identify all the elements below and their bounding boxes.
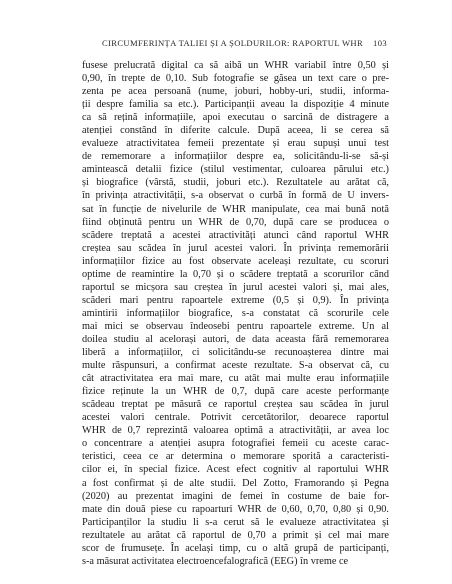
body-paragraph	[82, 59, 389, 568]
text-line: teristici, ceea ce ar determina o memorare sporită a caracteristi-	[82, 451, 389, 463]
text-line: amintirii informațiilor biografice, s-a constatat că scorurile cele	[82, 307, 389, 319]
chapter-title: CIRCUMFERINȚA TALIEI ȘI A ȘOLDURILOR: RAPORTUL WHR	[101, 38, 364, 48]
text-line: scor de frumusețe. În același timp, cu o altă grupă de participanți,	[82, 542, 389, 554]
text-line: acestei valori centrale. Potrivit cercetătorilor, deoarece raportul	[82, 412, 389, 424]
text-line: evalueze atractivitatea femeii prezentate și erau supuși unui test	[82, 138, 389, 150]
text-line: o concentrare a atenției asupra fotografiei femeii cu aceste carac-	[82, 438, 389, 450]
text-line: fusese prelucrată digital ca să aibă un WHR variabil între 0,50 și	[82, 60, 389, 71]
text-line: cilor ei, în special fizice. Acest efect cognitiv al raportului WHR	[82, 464, 389, 476]
text-line: mate din două piese cu rapoarturi WHR de 0,60, 0,70, 0,80 și 0,90.	[82, 503, 389, 515]
page-number: 103	[373, 38, 387, 48]
text-line: și biografice (vârstă, studii, joburi etc.). Rezultatele au arătat că,	[82, 177, 389, 189]
text-line: scăderi mari pentru rapoartele extreme (0,5 și 0,9). În privința	[82, 294, 389, 306]
text-line: fiind obținută pentru un WHR de 0,70, după care se producea o	[82, 216, 389, 228]
text-line: ca să rețină informațiile, apoi executau o sarcină de distragere a	[82, 112, 389, 124]
text-line: sat în funcție de nivelurile de WHR manipulate, cea mai bună notă	[82, 203, 389, 215]
text-line: scădere treptată a acestei atractivități atunci când raportul WHR	[82, 229, 389, 241]
text-line: de rememorare a informațiilor despre ea, solicitându-li-se să-și	[82, 151, 389, 163]
text-line: mai mici se observau îndeosebi pentru rapoartele extreme. Un al	[82, 320, 389, 332]
text-line: rezultatele au arătat că raportul de 0,70 a primit și cel mai mare	[82, 529, 389, 541]
text-line: ții despre familia sa etc.). Participanții aveau la dispoziție 4 minute	[82, 99, 389, 111]
text-line: (2020) au prezentat imagini de femei în costume de baie for-	[82, 490, 389, 502]
text-line: 0,90, în trepte de 0,10. Sub fotografie se găsea un text care o pre-	[82, 73, 389, 85]
text-line: creștea sau scădea în jurul acestei valori. În privința rememorării	[82, 242, 389, 254]
text-line: cât atractivitatea era mai mare, cu atât mai multe erau informațiile	[82, 373, 389, 385]
text-line: doilea studiu al acelorași autori, de data aceasta fără rememorarea	[82, 333, 389, 345]
text-line: WHR de 0,7 reprezintă valoarea optimă a atractivității, ar avea loc	[82, 425, 389, 437]
text-line: optime de reamintire la 0,70 și o scădere treptată a scorurilor când	[82, 268, 389, 280]
text-line: în privința atractivității, s-a observat o curbă în formă de U invers-	[82, 190, 389, 202]
text-line: s-a măsurat activitatea electroencefalografică (EEG) în vreme ce	[82, 555, 349, 567]
text-line: amintească detalii fizice (stilul vestimentar, culoarea părului etc.)	[82, 164, 389, 176]
text-line: atenției constând în diferite calcule. După aceea, li se cerea să	[82, 125, 389, 137]
text-line: raportul se micșora sau creștea în jurul acestei valori și, mai ales,	[82, 281, 389, 293]
text-line: zenta pe acea persoană (nume, joburi, hobby-uri, studii, informa-	[82, 86, 389, 98]
text-line: a fost confirmat și de alte studii. Del Zotto, Framorando și Pegna	[82, 477, 389, 489]
text-line: fizice reținute la un WHR de 0,7, după care aceste performanțe	[82, 386, 389, 398]
text-line: Participanților la studiu li s-a cerut să le evalueze atractivitatea și	[82, 516, 389, 528]
text-line: scădeau treptat pe măsură ce raportul creștea sau scădea în jurul	[82, 399, 389, 411]
text-line: informațiilor fizice au fost observate aceleași rezultate, cu scoruri	[82, 255, 389, 267]
text-line: liberă a informațiilor, ci solicitându-se recunoașterea dintre mai	[82, 347, 389, 359]
text-line: multe răspunsuri, a confirmat aceste rezultate. S-a observat că, cu	[82, 360, 389, 372]
running-header	[82, 38, 387, 48]
